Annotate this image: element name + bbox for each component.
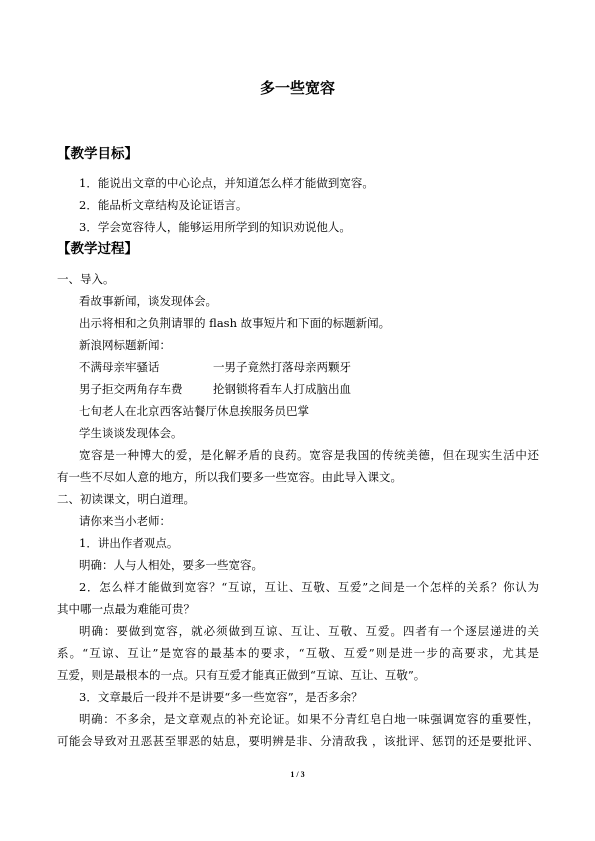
news-headline-left: 不满母亲牢骚话 — [79, 360, 160, 374]
answer-1: 明确：人与人相处，要多一些宽容。 — [79, 558, 263, 572]
news-headline-row: 七旬老人在北京西客站餐厅休息挨服务员巴掌 — [79, 404, 309, 418]
answer-3-continuation: 可能会导致对丑恶甚至罪恶的姑息，要明辨是非、分清敌我 ，该批评、惩罚的还是要批评、 — [57, 734, 539, 748]
news-headline-left: 男子拒交两角存车费 — [79, 382, 183, 396]
section-heading-process: 【教学过程】 — [57, 241, 138, 257]
paragraph: 出示将相和之负荆请罪的 flash 故事短片和下面的标题新闻。 — [79, 316, 391, 330]
paragraph-continuation: 有一些不尽如人意的地方，所以我们要多一些宽容。由此导入课文。 — [57, 470, 402, 484]
document-title: 多一些宽容 — [259, 79, 335, 97]
news-headline-row — [79, 359, 351, 375]
paragraph: 学生谈谈发现体会。 — [79, 426, 183, 440]
news-headline-right: 一男子竟然打落母亲两颗牙 — [213, 360, 351, 374]
part-2-title: 二、初读课文，明白道理。 — [57, 492, 195, 506]
question-1: 1．讲出作者观点。 — [79, 536, 179, 550]
section-heading-goals: 【教学目标】 — [57, 146, 138, 162]
question-3: 3．文章最后一段并不是讲要“多一些宽容”，是否多余？ — [79, 690, 363, 704]
answer-2-continuation: 互爱，则是最根本的一点。只有互爱才能真正做到“互谅、互让、互敬”。 — [57, 668, 426, 682]
paragraph: 看故事新闻，谈发现体会。 — [79, 294, 217, 308]
goal-item-2: 2．能品析文章结构及论证语言。 — [79, 198, 248, 212]
news-headline-row — [79, 381, 351, 397]
answer-2: 明确：要做到宽容，就必须做到互谅、互让、互敬、互爱。四者有一个逐层递进的关 — [79, 624, 539, 638]
paragraph: 宽容是一种博大的爱，是化解矛盾的良药。宽容是我国的传统美德，但在现实生活中还 — [79, 448, 539, 462]
answer-3: 明确：不多余，是文章观点的补充论证。如果不分青红皂白地一味强调宽容的重要性， — [79, 712, 539, 726]
paragraph: 新浪网标题新闻： — [79, 338, 171, 352]
answer-2-continuation: 系。“互谅、互让”是宽容的最基本的要求，“互敬、互爱”则是进一步的高要求，尤其是 — [57, 646, 539, 660]
part-1-title: 一、导入。 — [57, 272, 115, 286]
paragraph: 请你来当小老师： — [79, 514, 171, 528]
question-2: 2．怎么样才能做到宽容？“互谅，互让、互敬、互爱”之间是一个怎样的关系？你认为 — [79, 580, 539, 594]
question-2-continuation: 其中哪一点最为难能可贵？ — [57, 602, 195, 616]
goal-item-1: 1．能说出文章的中心论点，并知道怎么样才能做到宽容。 — [79, 176, 374, 190]
goal-item-3: 3．学会宽容待人，能够运用所学到的知识劝说他人。 — [79, 220, 351, 234]
news-headline-right: 抡钢锁将看车人打成脑出血 — [213, 382, 351, 396]
page-number: 1 / 3 — [290, 770, 305, 779]
